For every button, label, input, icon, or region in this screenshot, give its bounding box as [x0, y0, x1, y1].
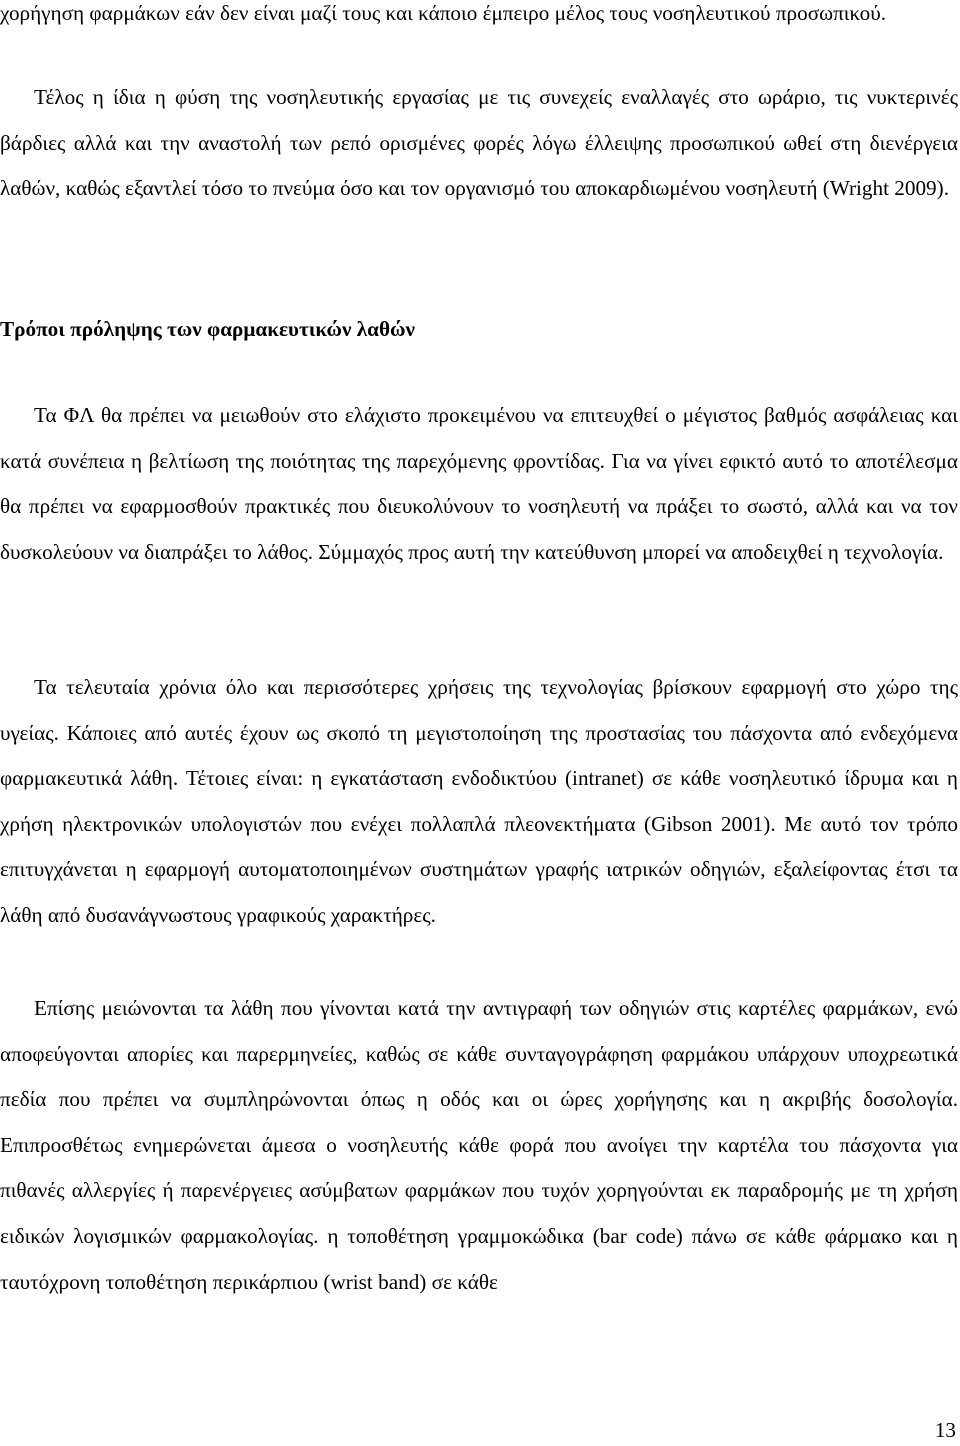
- paragraph-continuation: χορήγηση φαρμάκων εάν δεν είναι μαζί τους και κάποιο έμπειρο μέλος τους νοσηλευτικού προσωπικού.: [0, 1, 887, 25]
- paragraph-error-reduction: Τα ΦΛ θα πρέπει να μειωθούν στο ελάχιστο προκειμένου να επιτευχθεί ο μέγιστος βαθμός ασφάλειας και κατά συνέπεια η βελτίωση της ποιότητας της παρεχόμενης φροντίδας. Για να γίνει εφικτό αυτό το αποτέλεσμα θα πρέπει να εφαρμοσθούν πρακτικές που διευκολύνουν το νοσηλευτή να πράξει το σωστό, αλλά και να τον δυσκολεύουν να διαπράξει το λάθος. Σύμμαχός προς αυτή την κατεύθυνση μπορεί να αποδειχθεί η τεχνολογία.: [0, 403, 958, 564]
- paragraph-medication-cards: Επίσης μειώνονται τα λάθη που γίνονται κατά την αντιγραφή των οδηγιών στις καρτέλες φαρμάκων, ενώ αποφεύγονται απορίες και παρερμηνείες, καθώς σε κάθε συνταγογράφηση φαρμάκου υπάρχουν υποχρεωτικά πεδία που πρέπει να συμπληρώνονται όπως η οδός και οι ώρες χορήγησης και η ακριβής δοσολογία. Επιπροσθέτως ενημερώνεται άμεσα ο νοσηλευτής κάθε φορά που ανοίγει την καρτέλα του πάσχοντα για πιθανές αλλεργίες ή παρενέργειες ασύμβατων φαρμάκων που τυχόν χορηγούνται εκ παραδρομής με τη χρήση ειδικών λογισμικών φαρμακολογίας. η τοποθέτηση γραμμοκώδικα (bar code) πάνω σε κάθε φάρμακο και η ταυτόχρονη τοποθέτηση περικάρπιου (wrist band) σε κάθε: [0, 996, 958, 1294]
- paragraph-work-conditions: Τέλος η ίδια η φύση της νοσηλευτικής εργασίας με τις συνεχείς εναλλαγές στο ωράριο, τις νυκτερινές βάρδιες αλλά και την αναστολή των ρεπό ορισμένες φορές λόγω έλλειψης προσωπικού ωθεί στη διενέργεια λαθών, καθώς εξαντλεί τόσο το πνεύμα όσο και τον οργανισμό του αποκαρδιωμένου νοσηλευτή (Wright 2009).: [0, 85, 958, 201]
- section-heading: Τρόποι πρόληψης των φαρμακευτικών λαθών: [0, 317, 415, 341]
- page-number: 13: [934, 1418, 956, 1442]
- paragraph-technology-use: Τα τελευταία χρόνια όλο και περισσότερες χρήσεις της τεχνολογίας βρίσκουν εφαρμογή στο χώρο της υγείας. Κάποιες από αυτές έχουν ως σκοπό τη μεγιστοποίηση της προστασίας του πάσχοντα από ενδεχόμενα φαρμακευτικά λάθη. Τέτοιες είναι: η εγκατάσταση ενδοδικτύου (intranet) σε κάθε νοσηλευτικό ίδρυμα και η χρήση ηλεκτρονικών υπολογιστών που ενέχει πολλαπλά πλεονεκτήματα (Gibson 2001). Με αυτό τον τρόπο επιτυγχάνεται η εφαρμογή αυτοματοποιημένων συστημάτων γραφής ιατρικών οδηγιών, εξαλείφοντας έτσι τα λάθη από δυσανάγνωστους γραφικούς χαρακτήρες.: [0, 675, 958, 927]
